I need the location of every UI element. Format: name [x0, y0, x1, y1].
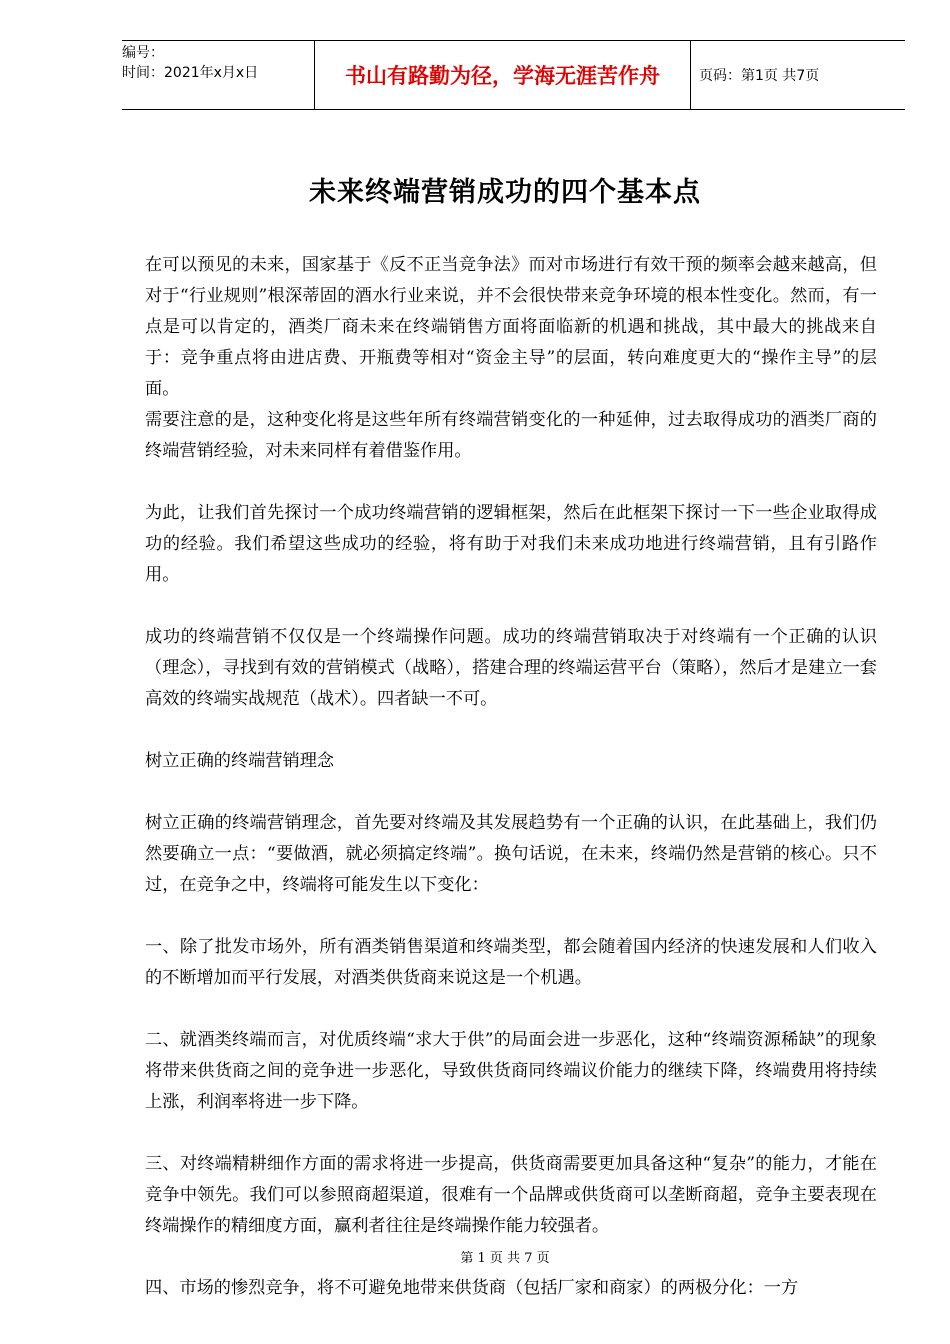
- header-meta: [122, 41, 315, 109]
- page-header: [122, 40, 905, 110]
- paragraph-5: 树立正确的终端营销理念，首先要对终端及其发展趋势有一个正确的认识，在此基础上，我们仍然要确立一点：“要做酒，就必须搞定终端”。换句话说，在未来，终端仍然是营销的核心。只不过，在竞争之中，终端将可能发生以下变化：: [145, 813, 877, 895]
- paragraph-4: 成功的终端营销不仅仅是一个终端操作问题。成功的终端营销取决于对终端有一个正确的认识（理念），寻找到有效的营销模式（战略），搭建合理的终端运营平台（策略），然后才是建立一套高效的终端实战规范（战术）。四者缺一不可。: [145, 627, 877, 709]
- page-footer: 第 1 页 共 7 页: [460, 1251, 550, 1266]
- document-number-label: 编号：: [122, 45, 164, 61]
- header-page-info: 页码：第1页 共7页: [699, 68, 820, 84]
- document-title: 未来终端营销成功的四个基本点: [309, 177, 701, 208]
- paragraph-2: 需要注意的是，这种变化将是这些年所有终端营销变化的一种延伸，过去取得成功的酒类厂商的终端营销经验，对未来同样有着借鉴作用。: [145, 410, 877, 461]
- paragraph-3: 为此，让我们首先探讨一个成功终端营销的逻辑框架，然后在此框架下探讨一下一些企业取得成功的经验。我们希望这些成功的经验，将有助于对我们未来成功地进行终端营销，且有引路作用。: [145, 503, 877, 585]
- list-item-3: 三、对终端精耕细作方面的需求将进一步提高，供货商需要更加具备这种“复杂”的能力，才能在竞争中领先。我们可以参照商超渠道，很难有一个品牌或供货商可以垄断商超，竞争主要表现在终端操作的精细度方面，赢利者往往是终端操作能力较强者。: [145, 1154, 877, 1236]
- list-item-1: 一、除了批发市场外，所有酒类销售渠道和终端类型，都会随着国内经济的快速发展和人们收入的不断增加而平行发展，对酒类供货商来说这是一个机遇。: [145, 937, 877, 988]
- list-item-2: 二、就酒类终端而言，对优质终端“求大于供”的局面会进一步恶化，这种“终端资源稀缺”的现象将带来供货商之间的竞争进一步恶化，导致供货商同终端议价能力的继续下降，终端费用将持续上涨，利润率将进一步下降。: [145, 1030, 877, 1112]
- section-heading: 树立正确的终端营销理念: [145, 751, 335, 771]
- list-item-4: 四、市场的惨烈竞争，将不可避免地带来供货商（包括厂家和商家）的两极分化：一方: [145, 1278, 799, 1298]
- paragraph-1: 在可以预见的未来，国家基于《反不正当竞争法》而对市场进行有效干预的频率会越来越高，但对于“行业规则”根深蒂固的酒水行业来说，并不会很快带来竞争环境的根本性变化。然而，有一点是可以肯定的，酒类厂商未来在终端销售方面将面临新的机遇和挑战，其中最大的挑战来自于：竞争重点将由进店费、开瓶费等相对“资金主导”的层面，转向难度更大的“操作主导”的层面。: [145, 255, 877, 399]
- document-body: [145, 250, 877, 1304]
- header-motto: 书山有路勤为径，学海无涯苦作舟: [315, 41, 691, 109]
- document-time-label: 时间：2021年x月x日: [122, 65, 259, 81]
